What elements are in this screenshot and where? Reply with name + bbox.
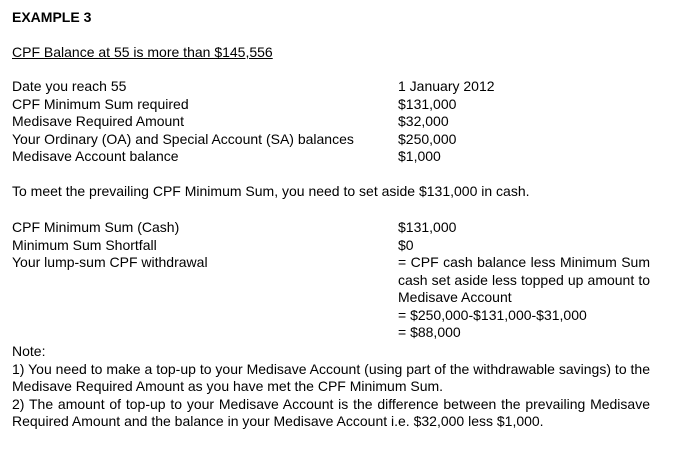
withdrawal-formula: = CPF cash balance less Minimum Sum cash set aside less topped up amount to Medisave Account bbox=[398, 254, 650, 305]
withdrawal-result: = $88,000 bbox=[398, 324, 461, 340]
calc-label: Minimum Sum Shortfall bbox=[12, 236, 157, 253]
scenario-subheading: CPF Balance at 55 is more than $145,556 bbox=[12, 44, 273, 60]
calc-label: CPF Minimum Sum (Cash) bbox=[12, 219, 180, 235]
detail-row bbox=[12, 113, 652, 131]
detail-row bbox=[12, 131, 652, 149]
note-item: 2) The amount of top-up to your Medisave Account is the difference between the prevailing Medisave Required Amount and the balance in your Medisave Account i.e. $32,000 less $1,000. bbox=[12, 395, 650, 429]
details-list bbox=[12, 78, 652, 166]
detail-row bbox=[12, 96, 652, 114]
detail-value: 1 January 2012 bbox=[398, 78, 495, 94]
detail-row bbox=[12, 148, 652, 166]
calc-row-withdrawal bbox=[12, 254, 652, 342]
note-item: 1) You need to make a top-up to your Medisave Account (using part of the withdrawable savings) to the Medisave Required Amount as you have met the CPF Minimum Sum. bbox=[12, 360, 650, 394]
instruction-text: To meet the prevailing CPF Minimum Sum, you need to set aside $131,000 in cash. bbox=[12, 183, 530, 199]
detail-value: $131,000 bbox=[398, 95, 457, 112]
detail-value: $32,000 bbox=[398, 113, 449, 129]
note-section bbox=[12, 343, 650, 431]
detail-value: $250,000 bbox=[398, 130, 457, 147]
detail-label: Medisave Required Amount bbox=[12, 113, 184, 129]
withdrawal-computation: = $250,000-$131,000-$31,000 bbox=[398, 306, 587, 323]
detail-label: CPF Minimum Sum required bbox=[12, 95, 189, 112]
note-title: Note: bbox=[12, 343, 46, 359]
calc-value: $131,000 bbox=[398, 219, 457, 235]
detail-label: Date you reach 55 bbox=[12, 78, 127, 94]
calculation-list bbox=[12, 219, 652, 342]
calc-row-minimum-sum-cash bbox=[12, 219, 652, 237]
detail-row bbox=[12, 78, 652, 96]
calc-row-shortfall bbox=[12, 237, 652, 255]
example-heading: EXAMPLE 3 bbox=[12, 9, 92, 25]
detail-label: Medisave Account balance bbox=[12, 148, 179, 164]
withdrawal-formula-block bbox=[398, 254, 650, 342]
detail-value: $1,000 bbox=[398, 148, 441, 164]
calc-label: Your lump-sum CPF withdrawal bbox=[12, 254, 208, 270]
calc-value: $0 bbox=[398, 236, 414, 253]
detail-label: Your Ordinary (OA) and Special Account (SA) balances bbox=[12, 130, 354, 147]
